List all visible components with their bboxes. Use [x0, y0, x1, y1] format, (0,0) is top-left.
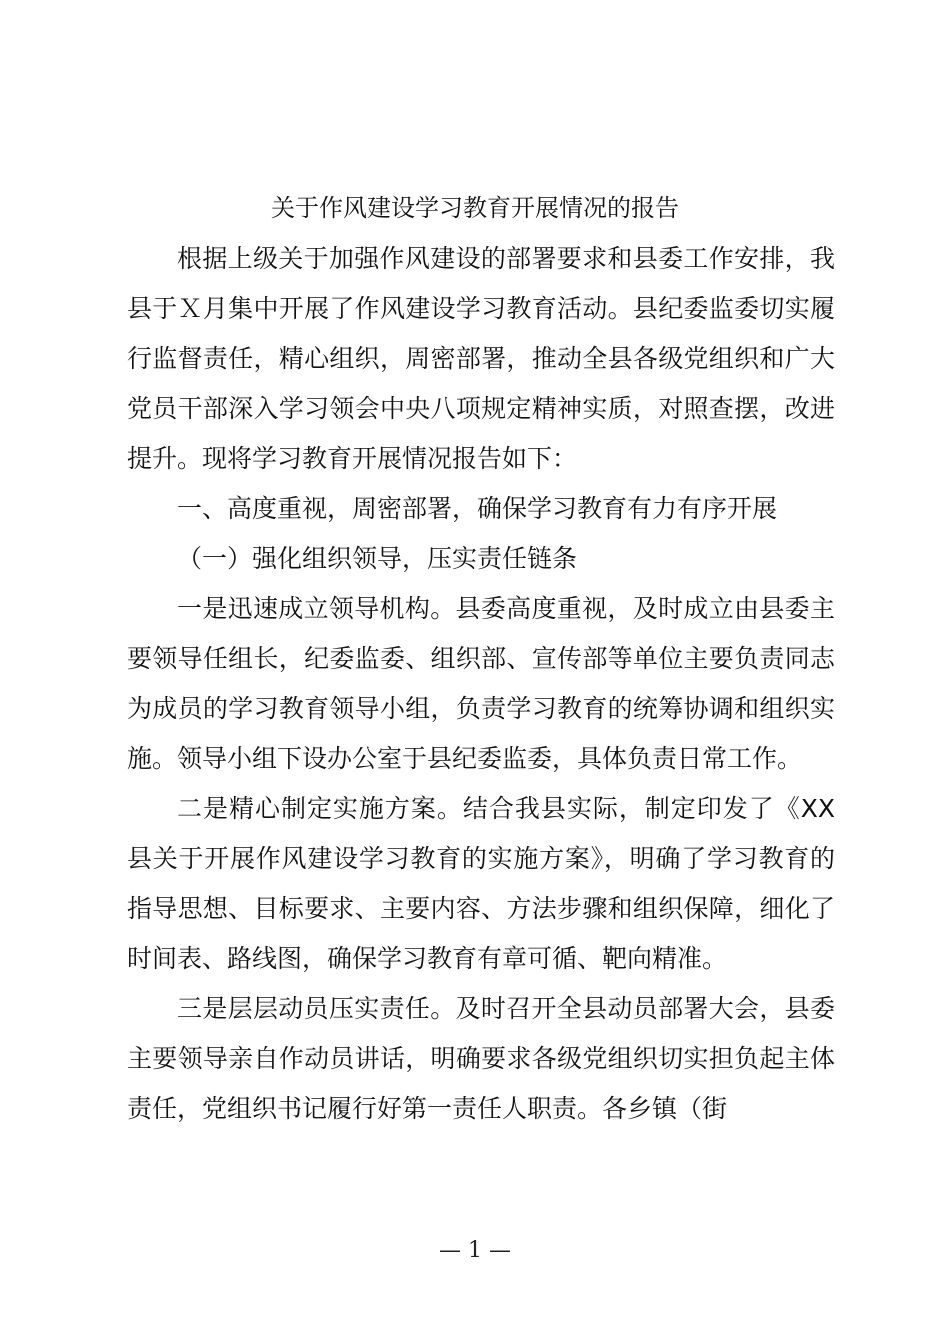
document-title: 关于作风建设学习教育开展情况的报告: [271, 194, 679, 222]
document-body: [127, 234, 835, 1134]
paragraph-point-1: 一是迅速成立领导机构。县委高度重视，及时成立由县委主要领导任组长，纪委监委、组织部、宣传部等单位主要负责同志为成员的学习教育领导小组，负责学习教育的统筹协调和组织实施。领导小组下设办公室于县纪委监委，具体负责日常工作。: [127, 594, 835, 773]
page-number: — 1 —: [439, 1238, 511, 1263]
paragraph-point-2: 二是精心制定实施方案。结合我县实际，制定印发了《XX县关于开展作风建设学习教育的实施方案》，明确了学习教育的指导思想、目标要求、主要内容、方法步骤和组织保障，细化了时间表、路线图，确保学习教育有章可循、靶向精准。: [127, 794, 835, 973]
section-heading-1: 一、高度重视，周密部署，确保学习教育有力有序开展: [177, 494, 778, 523]
paragraph-point-3: 三是层层动员压实责任。及时召开全县动员部署大会，县委主要领导亲自作动员讲话，明确要求各级党组织切实担负起主体责任，党组织书记履行好第一责任人职责。各乡镇（街: [127, 994, 835, 1123]
subsection-heading-1: （一）强化组织领导，压实责任链条: [177, 544, 578, 573]
intro-paragraph: 根据上级关于加强作风建设的部署要求和县委工作安排，我县于Ｘ月集中开展了作风建设学习教育活动。县纪委监委切实履行监督责任，精心组织，周密部署，推动全县各级党组织和广大党员干部深入学习领会中央八项规定精神实质，对照查摆，改进提升。现将学习教育开展情况报告如下：: [127, 244, 835, 473]
